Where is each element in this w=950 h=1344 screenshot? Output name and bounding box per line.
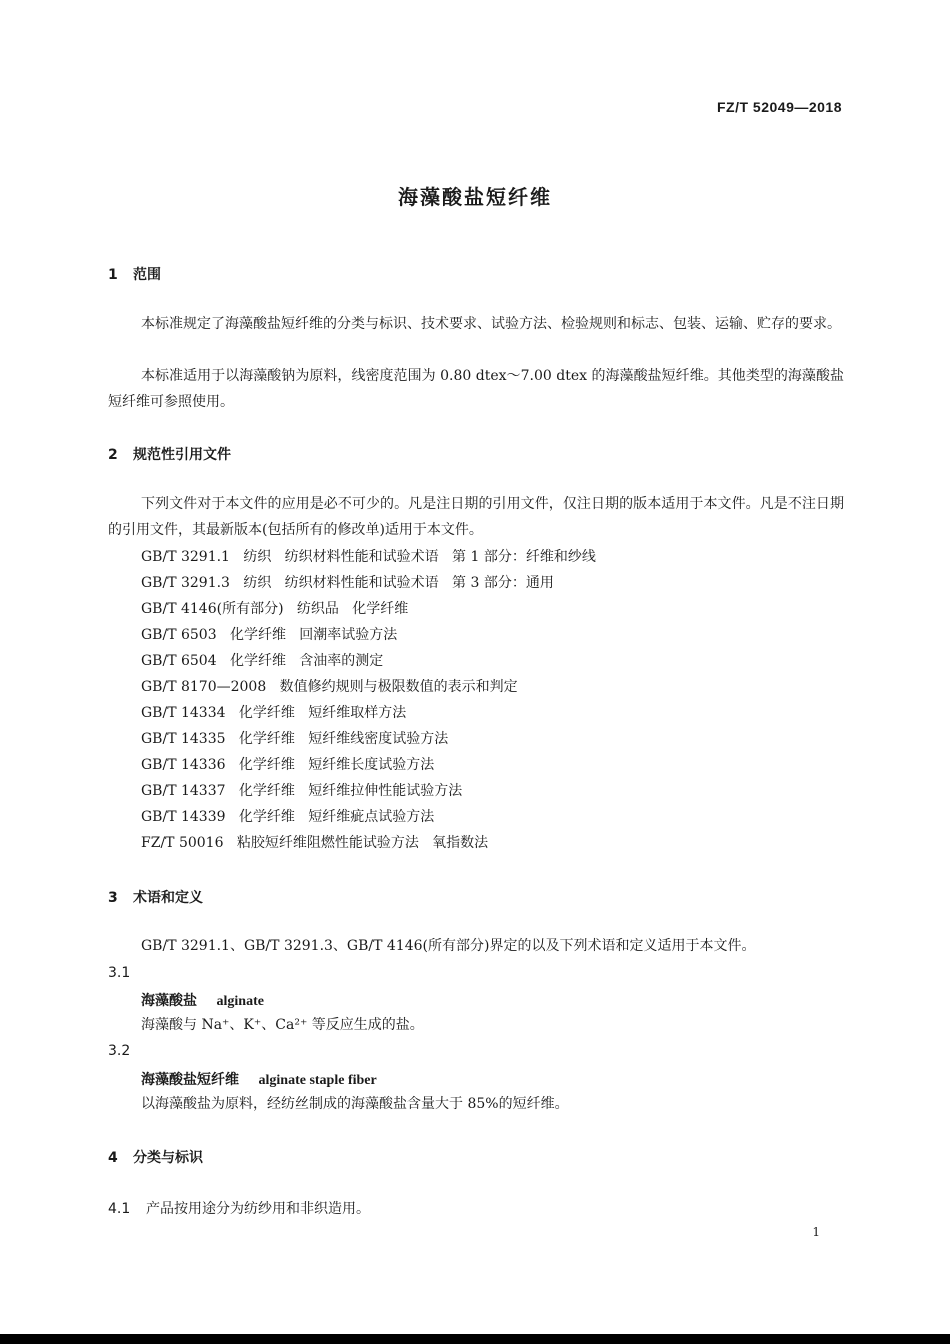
- term-heading: [141, 990, 264, 1010]
- term-number: 3.1: [108, 965, 131, 981]
- section-number: 1: [108, 267, 118, 283]
- section-number: 4: [108, 1150, 118, 1166]
- section-number: 3: [108, 890, 118, 906]
- term-en: alginate staple fiber: [258, 1073, 377, 1088]
- reference-item: GB/T 8170—2008 数值修约规则与极限数值的表示和判定: [141, 679, 518, 695]
- reference-item: FZ/T 50016 粘胶短纤维阻燃性能试验方法 氧指数法: [141, 835, 489, 851]
- reference-item: GB/T 3291.3 纺织 纺织材料性能和试验术语 第 3 部分：通用: [141, 575, 554, 591]
- document-title: 海藻酸盐短纤维: [398, 185, 552, 209]
- section-3-paragraph: GB/T 3291.1、GB/T 3291.3、GB/T 4146(所有部分)界定的以及下列术语和定义适用于本文件。: [141, 938, 756, 954]
- reference-item: GB/T 14339 化学纤维 短纤维疵点试验方法: [141, 809, 435, 825]
- section-1-paragraph-2: 本标准适用于以海藻酸钠为原料，线密度范围为 0.80 dtex～7.00 dtex 的海藻酸盐短纤维。其他类型的海藻酸盐短纤维可参照使用。: [108, 368, 844, 410]
- section-2-heading: [108, 444, 231, 464]
- reference-item: GB/T 3291.1 纺织 纺织材料性能和试验术语 第 1 部分：纤维和纱线: [141, 549, 596, 565]
- reference-item: GB/T 14334 化学纤维 短纤维取样方法: [141, 705, 407, 721]
- section-2-paragraph: 下列文件对于本文件的应用是必不可少的。凡是注日期的引用文件，仅注日期的版本适用于本文件。凡是不注日期的引用文件，其最新版本(包括所有的修改单)适用于本文件。: [108, 496, 844, 538]
- section-title: 范围: [133, 267, 161, 283]
- term-number: 3.2: [108, 1043, 131, 1059]
- reference-item: GB/T 14335 化学纤维 短纤维线密度试验方法: [141, 731, 449, 747]
- term-en: alginate: [216, 994, 264, 1009]
- reference-item: GB/T 14336 化学纤维 短纤维长度试验方法: [141, 757, 435, 773]
- term-definition: 以海藻酸盐为原料，经纺丝制成的海藻酸盐含量大于 85%的短纤维。: [141, 1096, 569, 1112]
- section-1-heading: [108, 264, 161, 284]
- section-3-heading: [108, 887, 203, 907]
- section-1-paragraph-1: 本标准规定了海藻酸盐短纤维的分类与标识、技术要求、试验方法、检验规则和标志、包装、运输、贮存的要求。: [141, 316, 841, 332]
- standard-code: FZ/T 52049—2018: [716, 99, 842, 115]
- clause-number: 4.1: [108, 1201, 131, 1217]
- reference-item: GB/T 6503 化学纤维 回潮率试验方法: [141, 627, 398, 643]
- term-heading: [141, 1069, 377, 1089]
- term-definition: 海藻酸与 Na⁺、K⁺、Ca²⁺ 等反应生成的盐。: [141, 1017, 424, 1033]
- term-zh: 海藻酸盐短纤维: [141, 1072, 239, 1088]
- reference-item: GB/T 14337 化学纤维 短纤维拉伸性能试验方法: [141, 783, 463, 799]
- section-4-heading: [108, 1147, 203, 1167]
- section-title: 规范性引用文件: [133, 447, 231, 463]
- reference-item: GB/T 6504 化学纤维 含油率的测定: [141, 653, 384, 669]
- section-number: 2: [108, 447, 118, 463]
- page-number: 1: [812, 1225, 820, 1239]
- reference-item: GB/T 4146(所有部分) 纺织品 化学纤维: [141, 601, 409, 617]
- bottom-border: [0, 1334, 950, 1344]
- clause-4-1: [108, 1198, 370, 1218]
- term-zh: 海藻酸盐: [141, 993, 197, 1009]
- section-title: 术语和定义: [133, 890, 203, 906]
- clause-text: 产品按用途分为纺纱用和非织造用。: [146, 1201, 370, 1217]
- section-title: 分类与标识: [133, 1150, 203, 1166]
